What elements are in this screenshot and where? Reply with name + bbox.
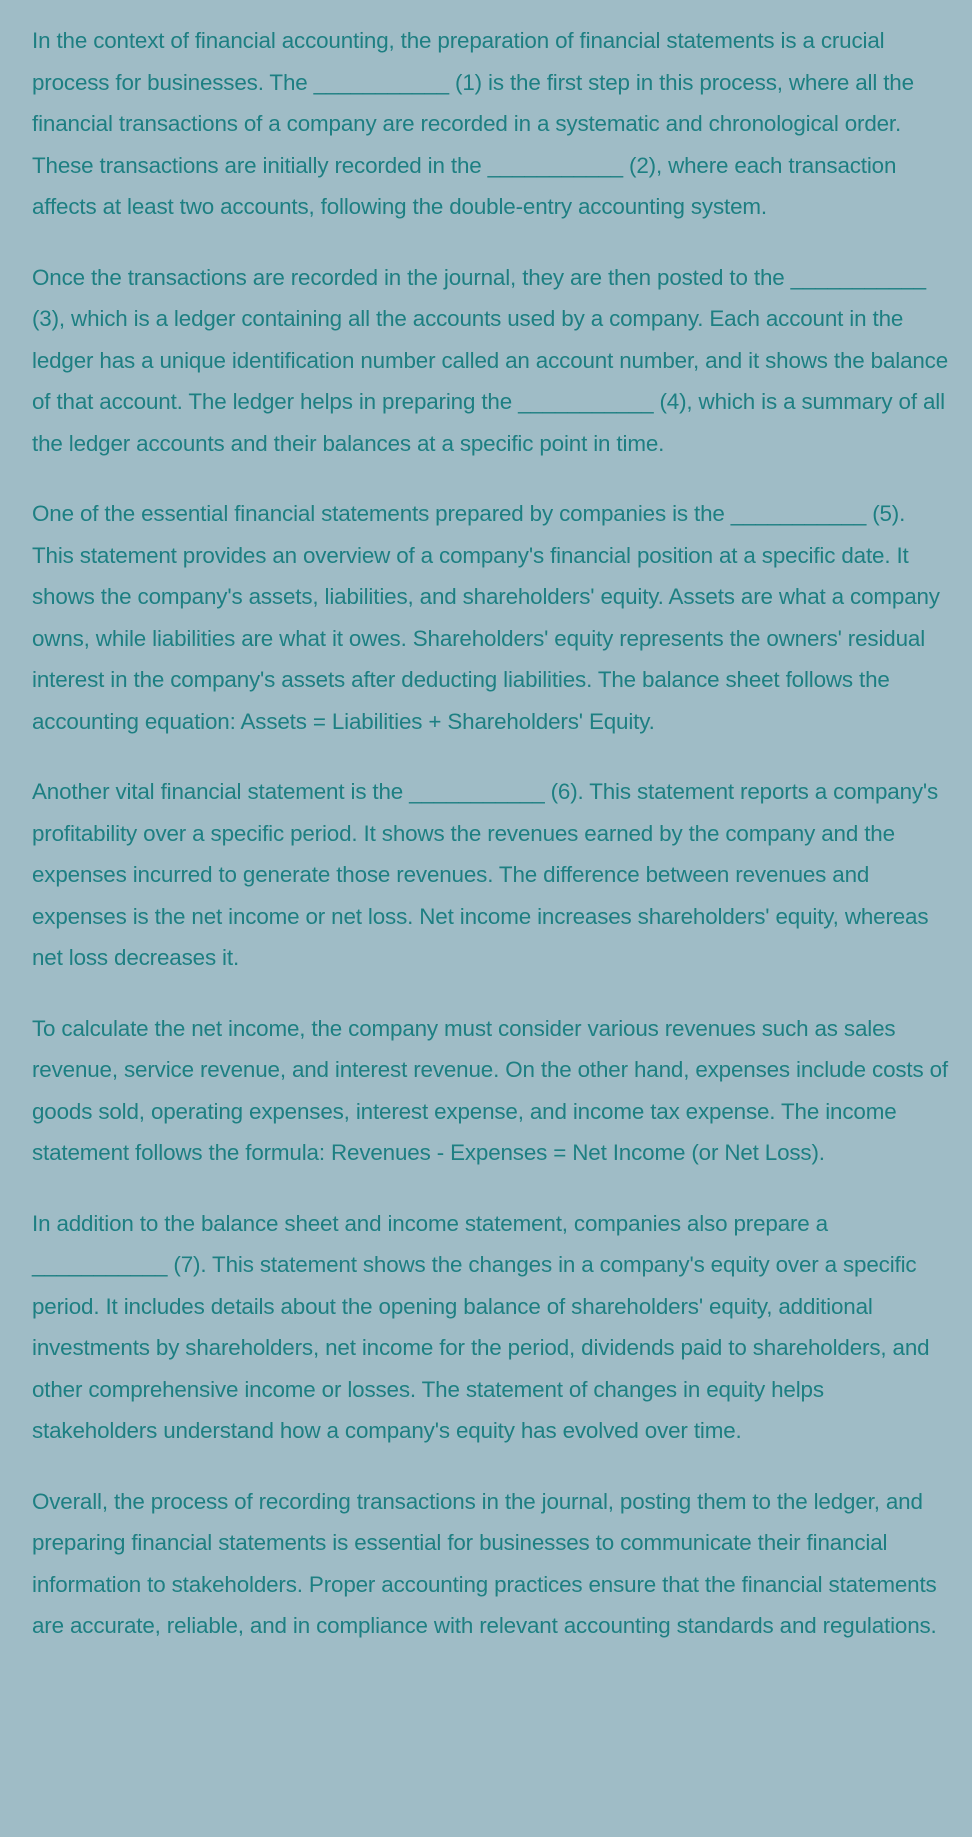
paragraph-changes-in-equity: In addition to the balance sheet and income statement, companies also prepare a ___________ (7). This statement shows the changes in a company's equity over a specific period. It includes details about the opening balance of shareholders' equity, additional investments by shareholders, net income for the period, dividends paid to shareholders, and other comprehensive income or losses. The statement of changes in equity helps stakeholders understand how a company's equity has evolved over time. [32, 1210, 930, 1443]
paragraph-ledger-posting: Once the transactions are recorded in the journal, they are then posted to the ___________ (3), which is a ledger containing all the accounts used by a company. Each account in the ledger has a unique identification number called an account number, and it shows the balance of that account. The ledger helps in preparing the ___________ (4), which is a summary of all the ledger accounts and their balances at a specific point in time. [32, 264, 949, 456]
paragraph-conclusion: Overall, the process of recording transactions in the journal, posting them to the ledger, and preparing financial statements is essential for businesses to communicate their financial information to stakeholders. Proper accounting practices ensure that the financial statements are accurate, reliable, and in compliance with relevant accounting standards and regulations. [32, 1488, 937, 1638]
paragraph-recording-transactions: In the context of financial accounting, the preparation of financial statements is a crucial process for businesses. The ___________ (1) is the first step in this process, where all the financial transactions of a company are recorded in a systematic and chronological order. These transactions are initially recorded in the ___________ (2), where each transaction affects at least two accounts, following the double-entry accounting system. [32, 28, 914, 219]
paragraph-income-statement: Another vital financial statement is the ___________ (6). This statement reports a company's profitability over a specific period. It shows the revenues earned by the company and the expenses incurred to generate those revenues. The difference between revenues and expenses is the net income or net loss. Net income increases shareholders' equity, whereas net loss decreases it. [32, 779, 939, 970]
paragraph-balance-sheet: One of the essential financial statements prepared by companies is the ___________ (5). This statement provides an overview of a company's financial position at a specific date. It shows the company's assets, liabilities, and shareholders' equity. Assets are what a company owns, while liabilities are what it owes. Shareholders' equity represents the owners' residual interest in the company's assets after deducting liabilities. The balance sheet follows the accounting equation: Assets = Liabilities + Shareholders' Equity. [32, 501, 940, 734]
document-body [32, 20, 950, 1676]
paragraph-net-income: To calculate the net income, the company must consider various revenues such as sales revenue, service revenue, and interest revenue. On the other hand, expenses include costs of goods sold, operating expenses, interest expense, and income tax expense. The income statement follows the formula: Revenues - Expenses = Net Income (or Net Loss). [32, 1015, 948, 1165]
